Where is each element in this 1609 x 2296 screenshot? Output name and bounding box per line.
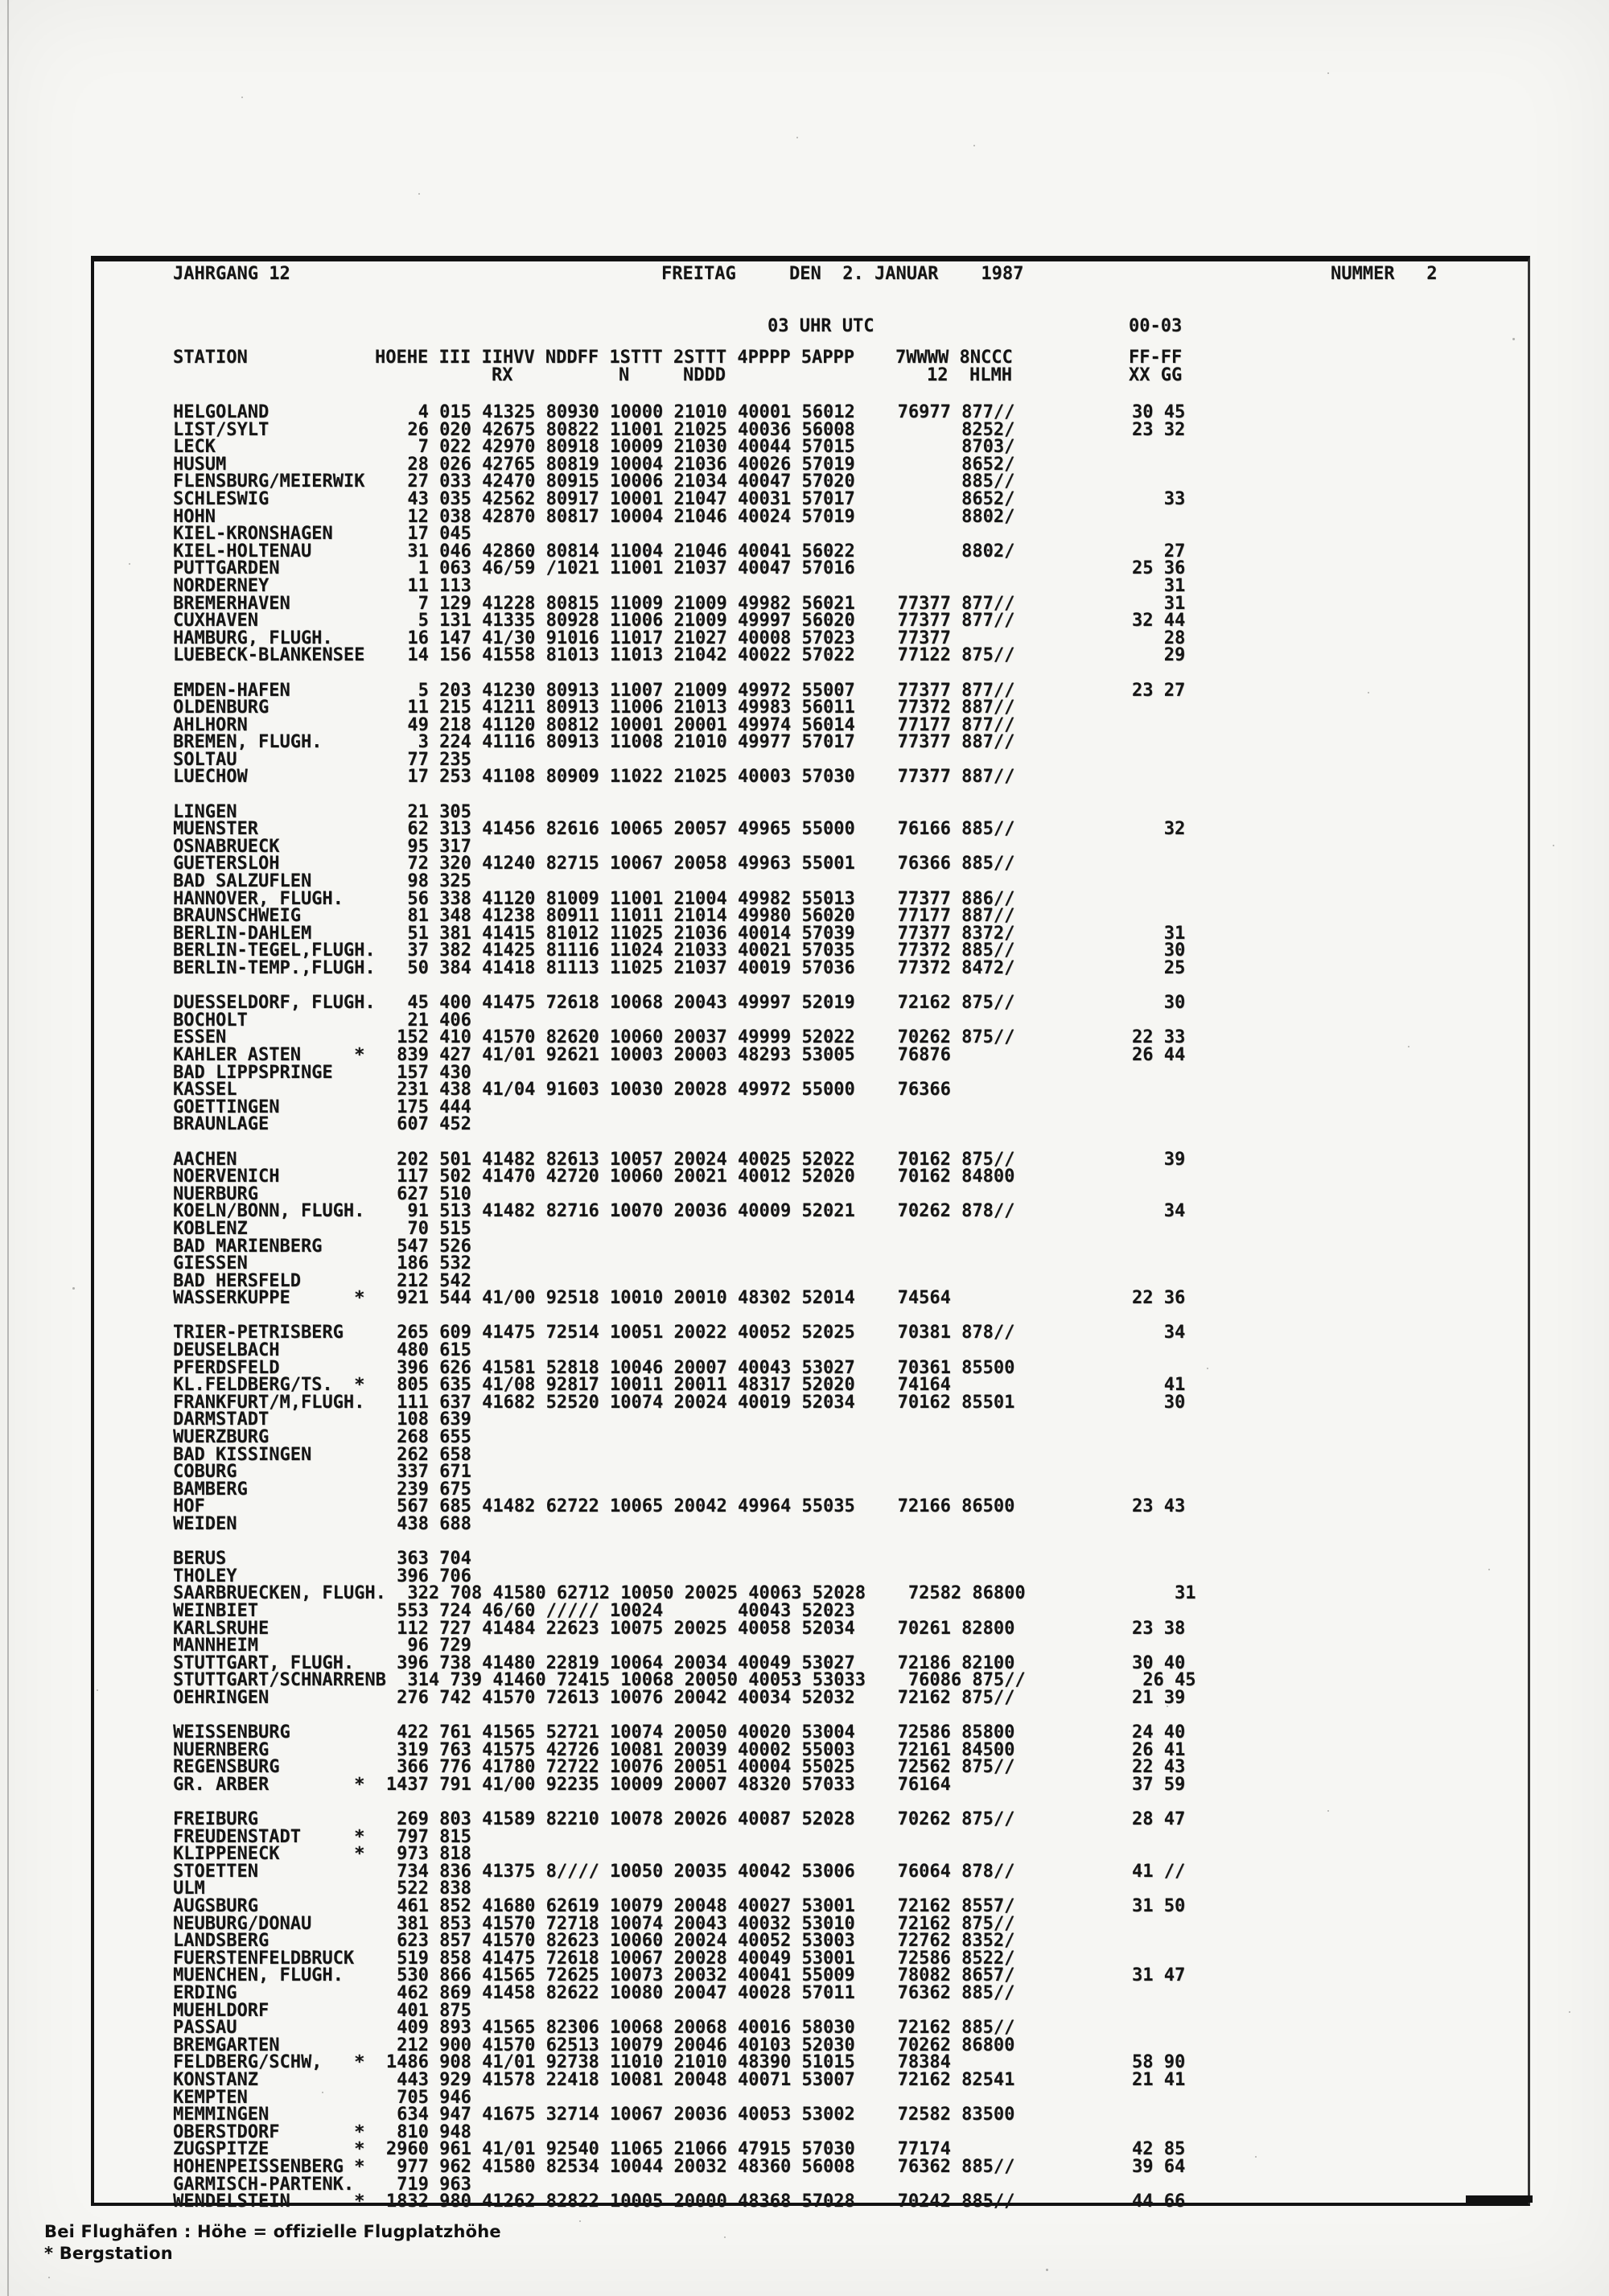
station-row: PFERDSFELD 396 626 41581 52818 10046 20007 40043 53027 70361 85500 [173,1357,1186,1378]
scan-speck [1569,2011,1570,2013]
station-row: TRIER-PETRISBERG 265 609 41475 72514 10051 20022 40052 52025 70381 878// 34 [173,1323,1186,1343]
station-row: BAD SALZUFLEN 98 325 [173,871,1186,892]
station-row: OSNABRUECK 95 317 [173,836,1186,857]
station-row: ZUGSPITZE * 2960 961 41/01 92540 11065 21066 47915 57030 77174 42 85 [173,2139,1186,2160]
station-row: WASSERKUPPE * 921 544 41/00 92518 10010 20010 48302 52014 74564 22 36 [173,1288,1186,1309]
station-row: FUERSTENFELDBRUCK 519 858 41475 72618 10067 20028 40049 53001 72586 8522/ [173,1948,1186,1969]
scan-speck [1327,1810,1329,1812]
station-table [173,404,1196,2211]
scan-speck [97,1689,98,1691]
station-row: NUERNBERG 319 763 41575 42726 10081 20039 40002 55003 72161 84500 26 41 [173,1739,1186,1760]
station-row: NEUBURG/DONAU 381 853 41570 72718 10074 20043 40032 53010 72162 875// [173,1913,1186,1934]
station-row: OLDENBURG 11 215 41211 80913 11006 21013 49983 56011 77372 887// [173,697,1186,718]
scan-speck [418,193,420,195]
obs-period-label: 00-03 [1129,316,1183,336]
obs-time-label: 03 UHR UTC [767,316,874,336]
station-row: FELDBERG/SCHW, * 1486 908 41/01 92738 11010 21010 48390 51015 78384 58 90 [173,2052,1186,2073]
scan-speck [1408,1046,1409,1047]
station-row: THOLEY 396 706 [173,1566,1186,1586]
station-row: NOERVENICH 117 502 41470 42720 10060 20021 40012 52020 70162 84800 [173,1167,1186,1187]
station-row: KOBLENZ 70 515 [173,1218,1186,1239]
station-row: BAMBERG 239 675 [173,1479,1186,1500]
station-row: LIST/SYLT 26 020 42675 80822 11001 21025 40036 56008 8252/ 23 32 [173,419,1186,440]
station-row: MANNHEIM 96 729 [173,1636,1186,1656]
station-row: AACHEN 202 501 41482 82613 10057 20024 40025 52022 70162 875// 39 [173,1149,1186,1170]
col-header-12-hlmh: 12 HLMH [927,365,1012,385]
station-row: KIEL-HOLTENAU 31 046 42860 80814 11004 21046 40041 56022 8802/ 27 [173,541,1186,562]
station-row: DARMSTADT 108 639 [173,1409,1186,1430]
station-row: FLENSBURG/MEIERWIK 27 033 42470 80915 10006 21034 40047 57020 885// [173,471,1186,492]
col-header-7wwww-8nccc: 7WWWW 8NCCC [895,348,1013,368]
station-row: FREIBURG 269 803 41589 82210 10078 20026 40087 52028 70262 875// 28 47 [173,1809,1186,1830]
col-header-nddd: NDDD [683,365,726,385]
station-row: WUERZBURG 268 655 [173,1427,1186,1448]
scan-edge-artifact [7,0,9,2296]
scan-speck [1255,2156,1257,2158]
section-gap [173,1533,1196,1551]
col-header-xx-gg: XX GG [1129,365,1183,385]
footnote-flughafen-hoehe: Bei Flughäfen : Höhe = offizielle Flugplatzhöhe [44,2222,501,2241]
station-row: KOELN/BONN, FLUGH. 91 513 41482 82716 10070 20036 40009 52021 70262 878// 34 [173,1201,1186,1222]
station-row: BOCHOLT 21 406 [173,1010,1186,1031]
scan-mark-bottom-right [1466,2195,1533,2203]
scan-speck [241,97,243,98]
scan-speck [72,1287,75,1290]
station-row: STUTTGART/SCHNARRENB 314 739 41460 72415 10068 20050 40053 53033 76086 875// 26 45 [173,1670,1196,1691]
scan-speck [1488,1569,1490,1570]
footnotes [44,2221,501,2265]
station-row: REGENSBURG 366 776 41780 72722 10076 20051 40004 55025 72562 875// 22 43 [173,1757,1186,1778]
section-gap [173,1134,1196,1151]
station-row: MEMMINGEN 634 947 41675 32714 10067 20036 40053 53002 72582 83500 [173,2105,1186,2125]
station-row: HOF 567 685 41482 62722 10065 20042 49964 55035 72166 86500 23 43 [173,1496,1186,1517]
scan-speck [241,1199,243,1200]
station-row: AUGSBURG 461 852 41680 62619 10079 20048 40027 53001 72162 8557/ 31 50 [173,1896,1186,1917]
station-row: STOETTEN 734 836 41375 8//// 10050 20035 40042 53006 76064 878// 41 // [173,1861,1186,1882]
station-row: COBURG 337 671 [173,1462,1186,1483]
station-row: SCHLESWIG 43 035 42562 80917 10001 21047 40031 57017 8652/ 33 [173,488,1186,509]
col-header-rx: RX [492,365,513,385]
station-row: HELGOLAND 4 015 41325 80930 10000 21010 40001 56012 76977 877// 30 45 [173,402,1186,422]
section-gap [173,1794,1196,1812]
scan-speck [322,2092,323,2093]
station-row: GIESSEN 186 532 [173,1253,1186,1274]
section-gap [173,977,1196,995]
weekday-label: FREITAG [661,264,736,284]
station-row: KARLSRUHE 112 727 41484 22623 10075 20025 40058 52034 70261 82800 23 38 [173,1618,1186,1639]
station-row: KASSEL 231 438 41/04 91603 10030 20028 49972 55000 76366 [173,1080,1186,1101]
station-row: HANNOVER, FLUGH. 56 338 41120 81009 11001 21004 49982 55013 77377 886// [173,888,1186,909]
station-row: BREMEN, FLUGH. 3 224 41116 80913 11008 21010 49977 57017 77377 887// [173,732,1186,753]
station-row: WEIDEN 438 688 [173,1514,1186,1534]
station-row: BAD LIPPSPRINGE 157 430 [173,1062,1186,1083]
station-row: HAMBURG, FLUGH. 16 147 41/30 91016 11017 21027 40008 57023 77377 28 [173,627,1186,648]
station-row: LINGEN 21 305 [173,801,1186,822]
station-row: ESSEN 152 410 41570 82620 10060 20037 49999 52022 70262 875// 22 33 [173,1027,1186,1048]
station-row: HOHN 12 038 42870 80817 10004 21046 40024 57019 8802/ [173,506,1186,527]
scan-speck [1046,2269,1048,2271]
scan-speck [48,2277,50,2278]
col-header-n: N [619,365,630,385]
station-row: BERLIN-TEGEL,FLUGH. 37 382 41425 81116 11024 21033 40021 57035 77372 885// 30 [173,940,1186,961]
station-row: BERLIN-TEMP.,FLUGH. 50 384 41418 81113 11025 21037 40019 57036 77372 8472/ 25 [173,958,1186,978]
station-row: PUTTGARDEN 1 063 46/59 /1021 11001 21037 40047 57016 25 36 [173,558,1186,579]
jahrgang-label: JAHRGANG 12 [173,264,290,284]
section-gap [173,665,1196,682]
station-row: FRANKFURT/M,FLUGH. 111 637 41682 52520 10074 20024 40019 52034 70162 85501 30 [173,1392,1186,1413]
station-row: BRAUNLAGE 607 452 [173,1114,1186,1135]
station-row: KONSTANZ 443 929 41578 22418 10081 20048 40071 53007 72162 82541 21 41 [173,2070,1186,2090]
station-row: KL.FELDBERG/TS. * 805 635 41/08 92817 10011 20011 48317 52020 74164 41 [173,1375,1186,1396]
station-row: FREUDENSTADT * 797 815 [173,1826,1186,1847]
station-row: BERUS 363 704 [173,1549,1186,1570]
station-row: SOLTAU 77 235 [173,749,1186,770]
station-row: KEMPTEN 705 946 [173,2087,1186,2108]
scan-speck [1512,338,1515,340]
station-row: OBERSTDORF * 810 948 [173,2121,1186,2142]
station-row: BAD KISSINGEN 262 658 [173,1444,1186,1465]
station-row: MUENCHEN, FLUGH. 530 866 41565 72625 10073 20032 40041 55009 78082 8657/ 31 47 [173,1965,1186,1986]
station-row: EMDEN-HAFEN 5 203 41230 80913 11007 21009 49972 55007 77377 877// 23 27 [173,680,1186,701]
scan-speck [1167,1706,1168,1707]
station-row: GR. ARBER * 1437 791 41/00 92235 10009 20007 48320 57033 76164 37 59 [173,1774,1186,1795]
scan-speck [129,563,130,565]
scan-speck [1207,1368,1208,1369]
station-row: DEUSELBACH 480 615 [173,1340,1186,1361]
station-row: BERLIN-DAHLEM 51 381 41415 81012 11025 21036 40014 57039 77377 8372/ 31 [173,923,1186,944]
station-row: AHLHORN 49 218 41120 80812 10001 20001 49974 56014 77177 877// [173,714,1186,735]
station-row: SAARBRUECKEN, FLUGH. 322 708 41580 62712 10050 20025 40063 52028 72582 86800 31 [173,1583,1196,1604]
station-row: WEISSENBURG 422 761 41565 52721 10074 20050 40020 53004 72586 85800 24 40 [173,1722,1186,1743]
section-gap [173,786,1196,804]
station-row: NORDERNEY 11 113 31 [173,575,1186,596]
station-row: BREMGARTEN 212 900 41570 62513 10079 20046 40103 52030 70262 86800 [173,2035,1186,2055]
station-row: CUXHAVEN 5 131 41335 80928 11006 21009 49997 56020 77377 877// 32 44 [173,611,1186,632]
station-row: HUSUM 28 026 42765 80819 10004 21036 40026 57019 8652/ [173,454,1186,475]
footnote-bergstation: * Bergstation [44,2244,173,2263]
date-label: DEN 2. JANUAR 1987 [789,264,1024,284]
station-row: ULM 522 838 [173,1878,1186,1899]
station-row: BAD MARIENBERG 547 526 [173,1236,1186,1257]
station-row: PASSAU 409 893 41565 82306 10068 20068 40016 58030 72162 885// [173,2018,1186,2039]
scan-speck [1368,692,1369,693]
station-row: BREMERHAVEN 7 129 41228 80815 11009 21009 49982 56021 77377 877// 31 [173,593,1186,614]
station-row: LANDSBERG 623 857 41570 82623 10060 20024 40052 53003 72762 8352/ [173,1931,1186,1952]
section-gap [173,1307,1196,1325]
col-header-groups: HOEHE III IIHVV NDDFF 1STTT 2STTT 4PPPP 5APPP [375,348,855,368]
station-row: OEHRINGEN 276 742 41570 72613 10076 20042 40034 52032 72162 875// 21 39 [173,1687,1186,1708]
station-row: KIEL-KRONSHAGEN 17 045 [173,524,1186,545]
station-row: GOETTINGEN 175 444 [173,1097,1186,1117]
station-row: GARMISCH-PARTENK. 719 963 [173,2174,1186,2195]
section-gap [173,1707,1196,1725]
scan-speck [1553,845,1554,846]
station-row: MUEHLDORF 401 875 [173,2000,1186,2021]
station-row: KAHLER ASTEN * 839 427 41/01 92621 10003 20003 48293 53005 76876 26 44 [173,1044,1186,1065]
station-row: DUESSELDORF, FLUGH. 45 400 41475 72618 10068 20043 49997 52019 72162 875// 30 [173,993,1186,1014]
station-row: KLIPPENECK * 973 818 [173,1844,1186,1865]
scan-speck [973,145,975,146]
station-row: GUETERSLOH 72 320 41240 82715 10067 20058 49963 55001 76366 885// [173,854,1186,874]
station-row: WENDELSTEIN * 1832 980 41262 82822 10005 20000 48368 57028 70242 885// 44 66 [173,2191,1186,2212]
scan-speck [579,2220,581,2222]
col-header-station: STATION [173,348,248,368]
station-row: STUTTGART, FLUGH. 396 738 41480 22819 10064 20034 40049 53027 72186 82100 30 40 [173,1652,1186,1673]
station-row: BRAUNSCHWEIG 81 348 41238 80911 11011 21014 49980 56020 77177 887// [173,906,1186,927]
station-row: WEINBIET 553 724 46/60 ///// 10024 40043 52023 [173,1600,1186,1621]
station-row: LECK 7 022 42970 80918 10009 21030 40044 57015 8703/ [173,437,1186,458]
station-row: NUERBURG 627 510 [173,1183,1186,1204]
station-row: LUEBECK-BLANKENSEE 14 156 41558 81013 11013 21042 40022 57022 77122 875// 29 [173,645,1186,666]
scan-speck [724,2236,726,2238]
station-row: ERDING 462 869 41458 82622 10080 20047 40028 57011 76362 885// [173,1983,1186,2004]
station-row: LUECHOW 17 253 41108 80909 11022 21025 40003 57030 77377 887// [173,767,1186,788]
issue-number-label: NUMMER 2 [1331,264,1438,284]
station-row: HOHENPEISSENBERG * 977 962 41580 82534 10044 20032 48360 56008 76362 885// 39 64 [173,2156,1186,2177]
scan-speck [1327,72,1329,74]
scan-speck [796,137,798,138]
col-header-ff: FF-FF [1129,348,1183,368]
station-row: BAD HERSFELD 212 542 [173,1270,1186,1291]
station-row: MUENSTER 62 313 41456 82616 10065 20057 49965 55000 76166 885// 32 [173,819,1186,840]
